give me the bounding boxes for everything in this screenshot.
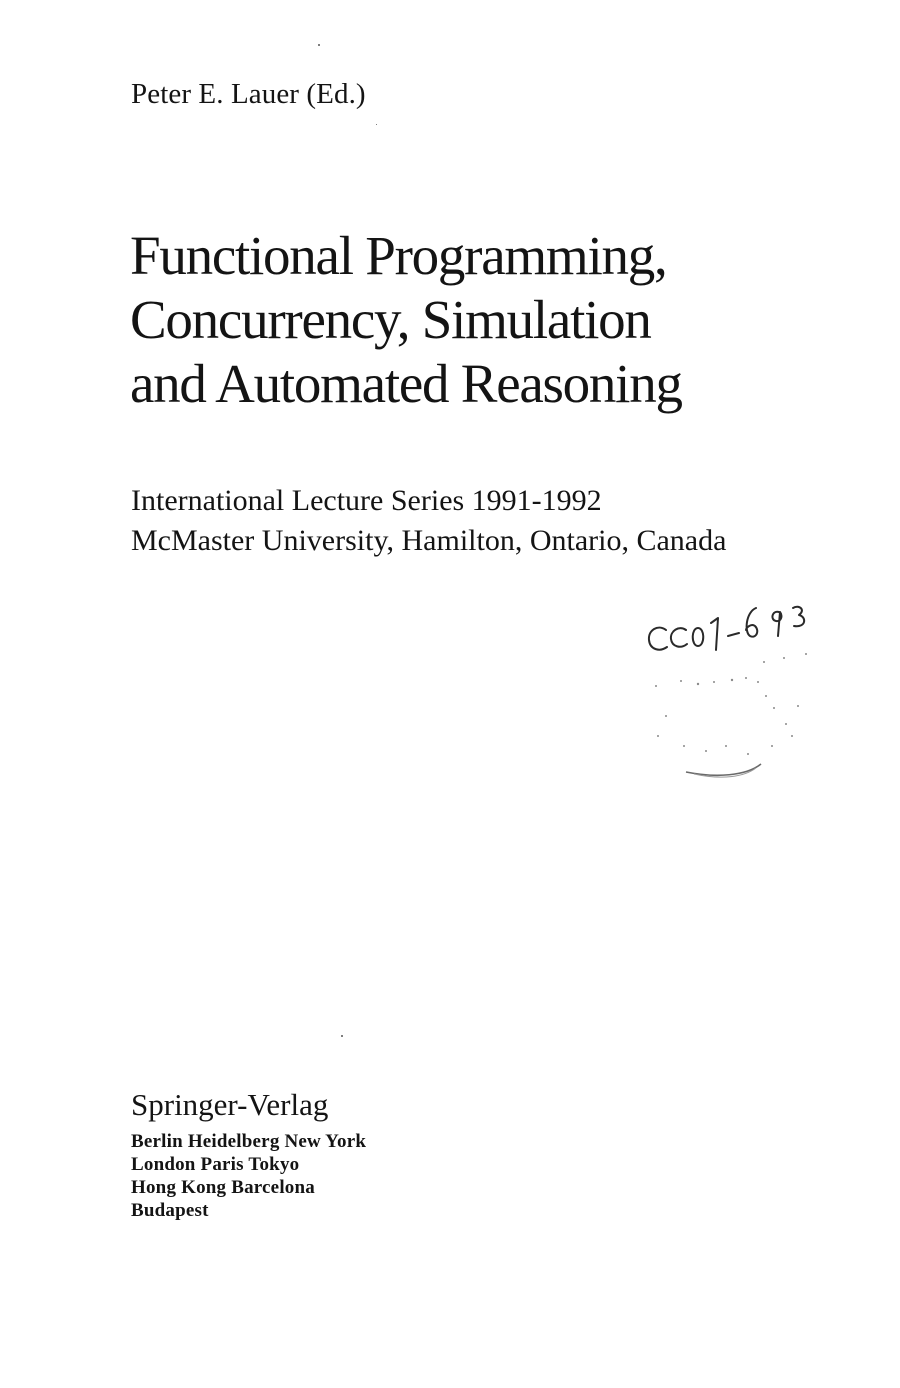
editor-line: Peter E. Lauer (Ed.) bbox=[131, 78, 366, 110]
cities-line-2: London Paris Tokyo bbox=[131, 1154, 300, 1175]
library-stamp-icon bbox=[636, 596, 826, 792]
scan-speck bbox=[376, 124, 377, 125]
title-line-1: Functional Programming, bbox=[130, 225, 667, 286]
title-line-2: Concurrency, Simulation bbox=[130, 289, 651, 350]
scan-speck bbox=[341, 1035, 343, 1037]
subtitle-line-2: McMaster University, Hamilton, Ontario, Canada bbox=[131, 524, 727, 557]
title-line-3: and Automated Reasoning bbox=[130, 353, 682, 414]
cities-line-4: Budapest bbox=[131, 1200, 209, 1221]
book-title bbox=[130, 224, 682, 416]
subtitle-line-1: International Lecture Series 1991-1992 bbox=[131, 484, 602, 517]
publisher-name: Springer-Verlag bbox=[131, 1087, 329, 1122]
cities-line-1: Berlin Heidelberg New York bbox=[131, 1131, 367, 1152]
publisher-cities bbox=[131, 1130, 366, 1222]
cities-line-3: Hong Kong Barcelona bbox=[131, 1177, 315, 1198]
handwritten-call-number bbox=[649, 607, 804, 650]
book-subtitle bbox=[131, 481, 726, 561]
scan-speck bbox=[318, 44, 320, 46]
